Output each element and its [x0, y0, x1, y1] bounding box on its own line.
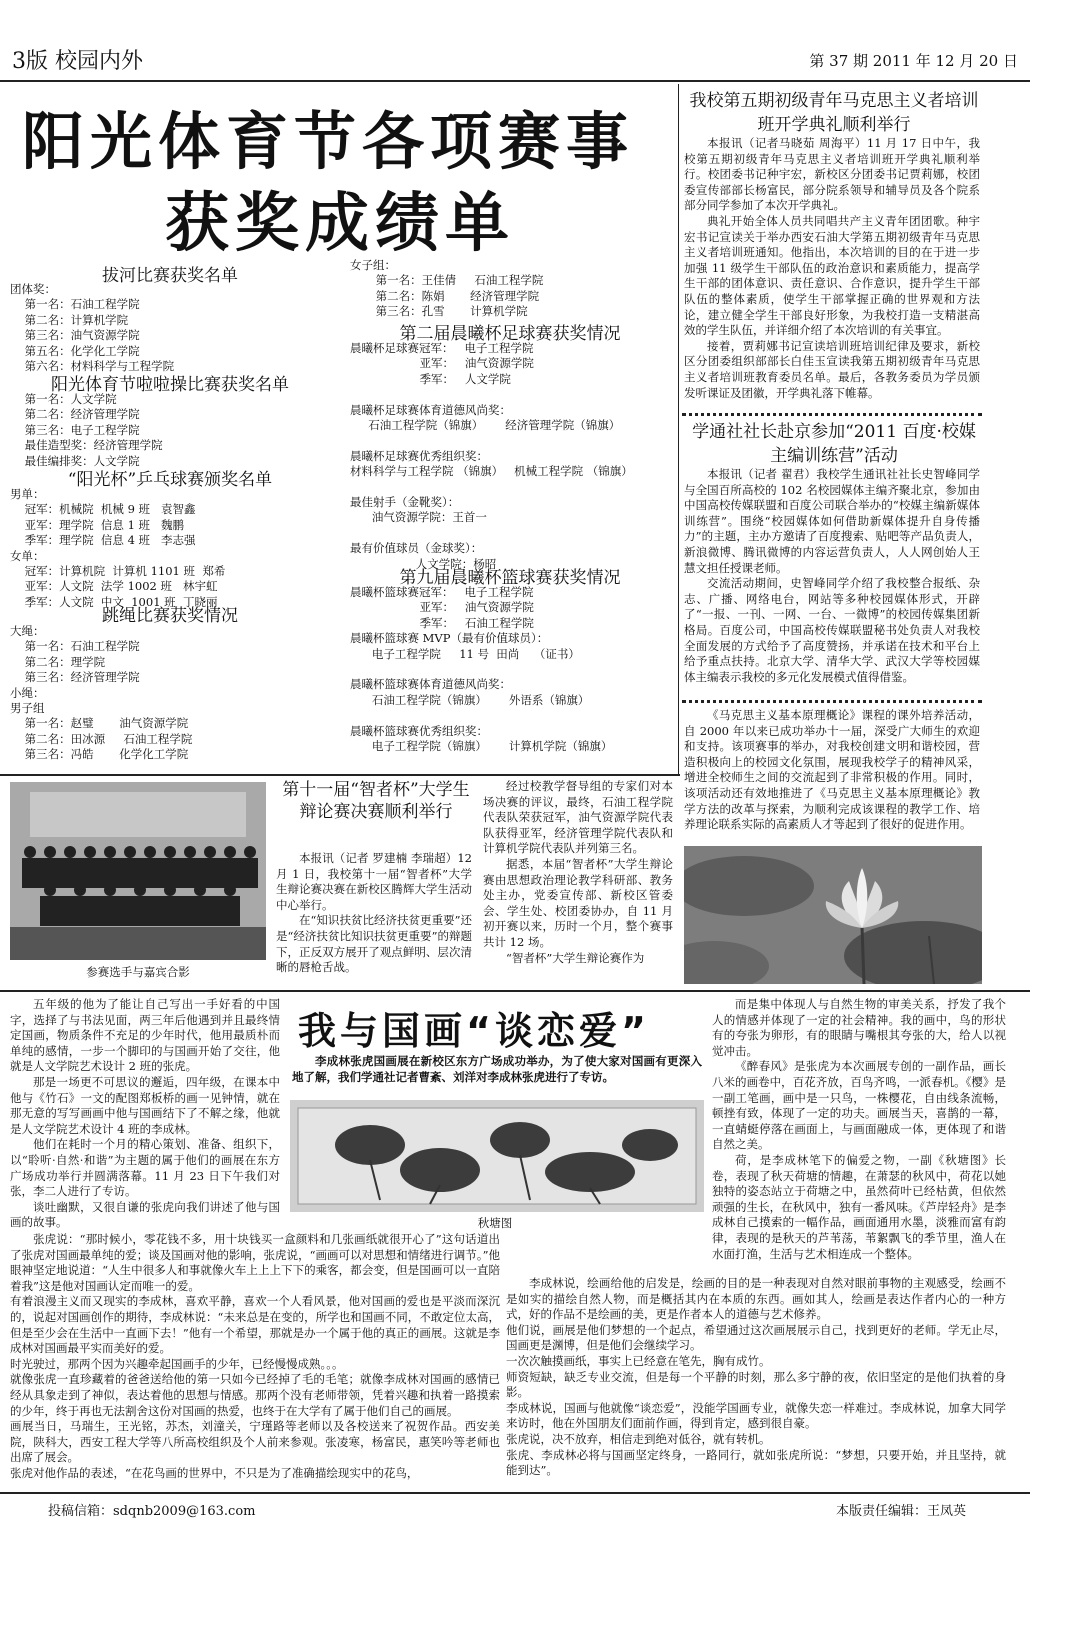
basketball-list: 晨曦杯篮球赛冠军： 电子工程学院 亚军： 油气资源学院 季军： 石油工程学院 晨曦杯篮球赛 MVP（最有价值球员）： 电子工程学院 11 号 田尚 （证书） 晨曦杯篮球赛体育道德风尚奖： 石油工程学院（锦旗） 外语系（锦旗） 晨曦杯篮球赛优秀组织奖： 电子工程学院（锦旗） 计算机学院（锦旗）	[350, 585, 613, 754]
painting-col1	[10, 997, 280, 1231]
page-section-label: 3版 校园内外	[12, 49, 143, 74]
section-rule	[0, 990, 1030, 992]
cheerleading-title: 阳光体育节啦啦操比赛获奖名单	[51, 375, 289, 395]
lotus-photo	[684, 846, 982, 984]
dotted-divider	[682, 700, 982, 703]
article-baidu-title: 学通社社长赴京参加“2011 百度·校媒主编训练营”活动	[692, 422, 976, 466]
rope-women-list: 女子组： 第一名：王佳倩 石油工程学院 第二名：陈娟 经济管理学院 第三名：孔雪 计算机学院	[350, 258, 544, 319]
article-marxism-p2: 典礼开始全体人员共同唱共产主义青年团团歌。种宇宏书记宣读关于举办西安石油大学第五期初级青年马克思主义者培训班通知。他指出，本次培训的目的在于进一步加强 11 级学生干部队伍的政治意识和素质能力，提高学生干部的团体意识、责任意识、合作意识，提升学生干部队伍的整体素质，使学生干部掌握正确的世界观和方法论，建立健全学生干部良好形象，为我校打造一支精湛高效的学生队伍，并详细介绍了本次培训的有关事宜。	[684, 213, 980, 338]
painting-col3-p3: 荷，是李成林笔下的偏爱之物，一副《秋塘图》长卷，表现了秋天荷塘的情趣，在萧瑟的秋风中，荷花以她独特的姿态站立于荷塘之中，虽然荷叶已经枯黄，但依然顽强的生长，在秋风中，独有一番风味。《芦岸轻舟》是李成林自己摸索的一幅作品，画面通用水墨，淡雅而富有韵律，表现的是秋天的芦苇荡，苇絮飘飞的季节里，渔人在水面打渔，生活与艺术相连成一个整体。	[712, 1152, 1006, 1261]
submission-email: 投稿信箱：sdqnb2009@163.com	[48, 1504, 256, 1519]
article-marxism-p1: 本报讯（记者马晓茹 周海平）11 月 17 日中午，我校第五期初级青年马克思主义者培训班开学典礼顺利举行。校团委书记种宇宏，新校区分团委书记贾莉娜，校团委宣传部部长杨富民，部分院系领导和辅导员及各个院系部分同学参加了本次开学典礼。	[684, 136, 980, 213]
article-marxism-p3: 接着，贾莉娜书记宣读培训班培训纪律及要求，新校区分团委组织部部长白佳玉宣读我第五期初级青年马克思主义者培训班教育委员名单。最后，各教务委员为学员颁发听课证及团徽，开学典礼落下帷幕。	[684, 338, 980, 400]
cheerleading-list: 第一名：人文学院 第二名：经济管理学院 第三名：电子工程学院 最佳造型奖：经济管理学院 最佳编排奖：人文学院	[24, 392, 163, 468]
article-baidu-body	[684, 467, 980, 685]
debate-photo-caption: 参赛选手与嘉宾合影	[86, 965, 190, 979]
painting-right-text	[506, 1276, 1006, 1479]
painting-col1-p4: 谈吐幽默，又很自谦的张虎向我们讲述了他与国画的故事。	[10, 1199, 280, 1230]
article-debate-continued	[684, 708, 980, 833]
debate-group-photo	[10, 782, 266, 960]
tug-of-war-list: 团体奖： 第一名：石油工程学院 第二名：计算机学院 第三名：油气资源学院 第五名：化学化工学院 第六名：材料科学与工程学院	[10, 282, 175, 374]
page-editor: 本版责任编辑：王凤英	[836, 1504, 967, 1519]
column-divider	[678, 84, 679, 774]
autumn-pond-painting	[290, 1100, 704, 1212]
debate-p1: 本报讯（记者 罗建楠 李瑞超）12 月 1 日，我校第十一届“智者杯”大学生辩论赛决赛在新校区腾辉大学生活动中心举行。	[276, 851, 472, 912]
debate-p2: 在“知识扶贫比经济扶贫更重要”还是“经济扶贫比知识扶贫更重要”的辩题下，正反双方展开了观点鲜明、层次清晰的唇枪舌战。	[276, 913, 472, 975]
debate-p5: “智者杯”大学生辩论赛作为	[506, 950, 645, 965]
article-marxism-body	[684, 136, 980, 401]
article-baidu-p2: 交流活动期间，史智峰同学介绍了我校整合报纸、杂志、广播、网络电台，网站等多种校园媒体形式，开辟了“一报、一刊、一网、一台、一微博”的校园传媒集团新格局。百度公司，中国高校传媒联盟秘书处负责人对我校全面发展的方式给予了高度赞扬，并承诺在技术和平台上给予重点扶持。北京大学、清华大学、武汉大学等校园媒体主编表示我校的多元化发展模式值得借鉴。	[684, 576, 980, 684]
footer-rule	[0, 1492, 1030, 1494]
article-debate-continued-p1: 《马克思主义基本原理概论》课程的课外培养活动，自 2000 年以来已成功举办十一届，深受广大师生的欢迎和支持。该项赛事的举办，对我校创建文明和谐校园，营造积极向上的校园文化氛围，展现我校学子的精神风采，增进全校师生之间的交流起到了非常积极的作用。同时，该项活动还有效地推进了《马克思主义基本原理概论》教学方法的改革与探索，为顺利完成该课程的教学工作、培养理论联系实际的高素质人才等起到了很好的促进作用。	[684, 708, 980, 832]
painting-col3-p1: 而是集中体现人与自然生物的审美关系，抒发了我个人的情感并体现了一定的社会精神。我的画中，鸟的形状有的夸张为卵形，有的眼睛与嘴根其夸张的大，给人以视觉冲击。	[712, 997, 1006, 1058]
lotus-illustration	[684, 846, 982, 984]
debate-p4: 据悉，本届“智者杯”大学生辩论赛由思想政治理论教学科研部、教务处主办，党委宣传部、新校区管委会、学生处、校团委协办，自 11 月初开赛以来，历时一个月，整个赛事共计 12 场。	[483, 856, 673, 949]
painting-lead: 李成林张虎国画展在新校区东方广场成功举办，为了使大家对国画有更深入地了解，我们学通社记者曹紊、刘洋对李成林张虎进行了专访。	[292, 1054, 702, 1084]
rope-skipping-list: 大绳： 第一名：石油工程学院 第二名：理学院 第三名：经济管理学院 小绳： 男子组 第一名：赵璧 油气资源学院 第二名：田冰源 石油工程学院 第三名：冯皓 化学化工学院	[10, 624, 193, 762]
painting-lead-box	[292, 1054, 702, 1085]
football-list: 晨曦杯足球赛冠军： 电子工程学院 亚军： 油气资源学院 季军： 人文学院 晨曦杯足球赛体育道德风尚奖： 石油工程学院（锦旗） 经济管理学院（锦旗） 晨曦杯足球赛优秀组织奖： 材料科学与工程学院 （锦旗） 机械工程学院 （锦旗） 最佳射手（金靴奖）： 油气资源学院：王首一 最有价值球员（金球奖）： 人文学院：杨昭	[350, 341, 633, 571]
painting-col3-p2: 《醉春风》是张虎为本次画展专创的一副作品，画长八米的画卷中，百花齐放，百鸟齐鸣，一派春机。《樱》是一副工笔画，画中是一只鸟，一株樱花，自由线条流畅，顿挫有致，体现了一定的功夫。画展当天，喜鹊的一幕，一直蜻蜓停落在画面上，与画面融成一体，更体现了和谐自然之美。	[712, 1059, 1006, 1152]
painting-col1-p2: 那是一场更不可思议的邂逅，四年级，在课本中他与《竹石》一文的配图郑板桥的画一见钟情，就在那无意的写写画画中他与国画结下了不解之缘，他就是人文学院艺术设计 4 班的李成林。	[10, 1074, 280, 1136]
article-baidu-p1: 本报讯（记者 翟君）我校学生通讯社社长史智峰同学与全国百所高校的 102 名校园媒体主编齐聚北京，参加由中国高校传媒联盟和百度公司联合举办的“校媒主编新媒体训练营”。围绕“校园媒体如何借助新媒体提升自身传播力”的主题，主办方邀请了百度搜索、贴吧等产品负责人，新浪微博、腾讯微博的内容运营负责人，人人网创始人王慧文担任授课老师。	[684, 467, 980, 575]
painting-caption: 秋塘图	[477, 1216, 513, 1230]
debate-p3: 经过校教学督导组的专家们对本场决赛的评议，最终，石油工程学院代表队荣获冠军，油气资源学院代表队获得亚军，经济管理学院代表队和计算机学院代表队并列第三名。	[483, 779, 673, 856]
football-title: 第二届晨曦杯足球赛获奖情况	[399, 324, 621, 344]
group-photo-illustration	[10, 782, 266, 960]
tug-of-war-title: 拔河比赛获奖名单	[102, 266, 238, 286]
painting-right-paragraphs: 李成林说，绘画给他的启发是，绘画的目的是一种表现对自然对眼前事物的主观感受，绘画不是如实的描绘自然人物，而是概括其内在本质的东西。画如其人，绘画是表达作者内心的一种方式，好的作品不是绘画的美，更是作者本人的道德与艺术修养。 他们说，画展是他们梦想的一个起点，希望通过这次画展展示自己，找到更好的老师。学无止尽，国画更是渊博，但是他们会继续学习。 一次次触摸画纸，事实上已经意在笔先，胸有成竹。 师资短缺，缺乏专业交流，但是每一个平静的时刻，那么多宁静的夜，依旧坚定的是他们执着的身影。 李成林说，国画与他就像“谈恋爱”，没能学国画专业，就像失恋一样难过。李成林说，加拿大同学来访时，他在外国朋友们面前作画，得到肯定，感到很自豪。 张虎说，决不放弃，相信走到绝对低谷，就有转机。 张虎、李成林必将与国画坚定终身，一路同行，就如张虎所说：“梦想，只要开始，并且坚持，就能到达”。	[506, 1276, 1006, 1478]
section-rule	[0, 774, 680, 776]
main-title-line1: 阳光体育节各项赛事	[22, 105, 635, 178]
pingpong-list: 男单： 冠军：机械院 机械 9 班 袁智鑫 亚军：理学院 信息 1 班 魏鹏 季军：理学院 信息 4 班 李志强 女单： 冠军：计算机院 计算机 1101 班 郑希 亚军：人文院 法学 1002 班 林宇虹 季军：人文院 中文 1001 班 丁晓丽	[10, 487, 226, 609]
debate-body-col2	[483, 779, 673, 966]
rope-skipping-title: 跳绳比赛获奖情况	[102, 606, 238, 626]
painting-col1-p3: 他们在耗时一个月的精心策划、准备、组织下，以“聆听·自然·和谐”为主题的属于他们的画展在东方广场成功举行并圆满落幕。11 月 23 日下午我们对张，李二人进行了专访。	[10, 1137, 280, 1199]
header-rule	[0, 80, 1030, 82]
painting-wide-text	[10, 1232, 500, 1482]
article-marxism-title: 我校第五期初级青年马克思主义者培训班开学典礼顺利举行	[689, 91, 979, 135]
main-title-line2: 获奖成绩单	[165, 187, 515, 261]
dotted-divider	[682, 413, 982, 416]
basketball-title: 第九届晨曦杯篮球赛获奖情况	[399, 568, 621, 588]
debate-body-col1	[276, 851, 472, 976]
painting-col3	[712, 997, 1006, 1262]
painting-wide-paragraphs: 张虎说：“那时候小，零花钱不多，用十块钱买一盒颜料和几张画纸就很开心了”这句话道出了张虎对国画最单纯的爱；谈及国画对他的影响，张虎说，“画画可以对思想和情绪进行调节。”他眼神坚定地说道：“人生中很多人和事就像火车上上上下下的乘客，都会变，但是国画可以一直陪着我”这是他对国画认定而唯一的爱。 有着浪漫主义而又现实的李成林，喜欢平静，喜欢一个人看风景，他对国画的爱也是平淡而深沉的，说起对国画创作的期待，李成林说：“未来总是在变的，所学也和国画不同，不敢定位太高，但是至少会在生活中一直画下去！”他有一个希望，那就是办一个属于他的真正的画展。这就是李成林对国画最平实而美好的爱。 时光驶过，那两个因为兴趣牵起国画手的少年，已经慢慢成熟。。。 就像张虎一直珍藏着的爸爸送给他的第一只如今已经掉了毛的毛笔；就像李成林对国画的感情已经从具象走到了神似，表达着他的思想与情感。那两个没有老师带领，凭着兴趣和执着一路摸索的少年，终于再也无法割舍这份对国画的热爱，也终于在大学有了属于他们自己的画展。 画展当日，马瑞生，王光铭，苏杰，刘潼关，宁瑾路等老师以及各校送来了祝贺作品。西安美院，陕科大，西安工程大学等八所高校组织及个人前来参观。张凌寒，杨富民，惠笑吟等老师也出席了展会。 张虎对他作品的表述，“在花鸟画的世界中，不只是为了准确描绘现实中的花鸟，	[10, 1232, 500, 1480]
painting-illustration	[290, 1100, 704, 1212]
painting-title: 我与国画“谈恋爱”	[298, 1009, 650, 1053]
painting-col1-p1: 五年级的他为了能让自己写出一手好看的中国字，选择了与书法见面，两三年后他遇到并且最终情定国画，物质条件不充足的少年时代，他用最质朴而单纯的感情，一步一个脚印的与国画开始了交往，他就是人文学院艺术设计 2 班的张虎。	[10, 997, 280, 1074]
issue-date: 第 37 期 2011 年 12 月 20 日	[809, 52, 1018, 70]
pingpong-title: “阳光杯”乒乓球赛颁奖名单	[67, 470, 273, 490]
debate-title: 第十一届“智者杯”大学生辩论赛决赛顺利举行	[282, 780, 470, 822]
